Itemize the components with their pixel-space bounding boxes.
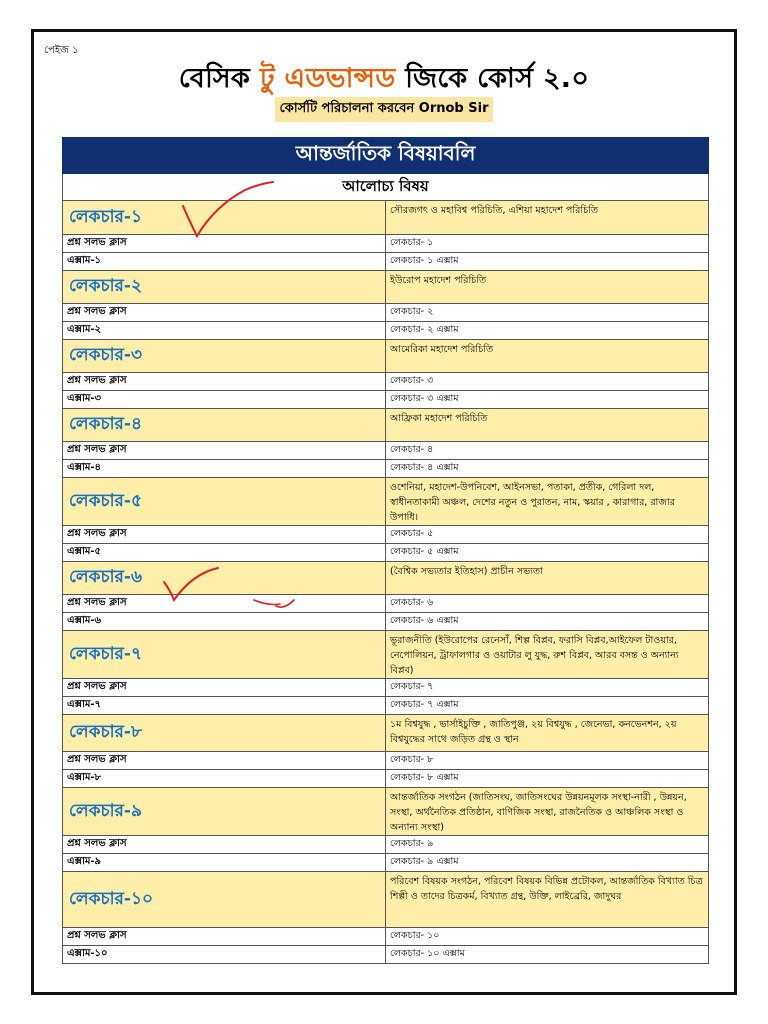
table-row: [63, 253, 709, 271]
row-label: প্রশ্ন সলভ ক্লাস: [63, 235, 386, 253]
row-detail: লেকচার- ৫: [386, 526, 709, 544]
lecture-topic: পরিবেশ বিষয়ক সংগঠন, পরিবেশ বিষয়ক বিভিন্ন প্রটোকল, আন্তর্জাতিক বিখ্যাত চিত্র শিল্পী ও তাদের চিত্রকর্ম, বিখ্যাত গ্রন্থ, উক্তি, লাইব্রেরি, জাদুঘর: [386, 872, 709, 928]
title-part-3: জিকে কোর্স ২.০: [395, 63, 590, 94]
table-subheader-row: [63, 174, 709, 201]
lecture-title: লেকচার-৩: [63, 340, 386, 373]
syllabus-table: [62, 137, 709, 964]
subtitle-wrap: [0, 97, 768, 122]
lecture-title: লেকচার-২: [63, 271, 386, 304]
row-detail: লেকচার- ৩: [386, 373, 709, 391]
table-row: [63, 304, 709, 322]
lecture-topic: ১ম বিশ্বযুদ্ধ , ভার্সাইচুক্তি , জাতিপুঞ্জ, ২য় বিশ্বযুদ্ধ , জেনেভা, কনভেনশন, ২য় বিশ্বযুদ্ধের সাথে জড়িত গ্রন্থ ও স্থান: [386, 715, 709, 752]
row-detail: লেকচার- ৫ এক্সাম: [386, 544, 709, 562]
lecture-row: [63, 872, 709, 928]
lecture-title: লেকচার-৫: [63, 478, 386, 526]
row-detail: লেকচার- ৭: [386, 679, 709, 697]
table-row: [63, 322, 709, 340]
lecture-row: [63, 201, 709, 235]
lecture-title: লেকচার-৯: [63, 788, 386, 836]
row-detail: লেকচার- ১: [386, 235, 709, 253]
row-label: এক্সাম-৯: [63, 854, 386, 872]
row-label: এক্সাম-৪: [63, 460, 386, 478]
table-row: [63, 373, 709, 391]
table-row: [63, 460, 709, 478]
row-detail: লেকচার- ৩ এক্সাম: [386, 391, 709, 409]
row-label: এক্সাম-১: [63, 253, 386, 271]
row-detail: লেকচার- ৬: [386, 595, 709, 613]
row-label: প্রশ্ন সলভ ক্লাস: [63, 304, 386, 322]
lecture-topic: সৌরজগৎ ও মহাবিশ্ব পরিচিতি, এশিয়া মহাদেশ পরিচিতি: [386, 201, 709, 235]
lecture-topic: আফ্রিকা মহাদেশ পরিচিতি: [386, 409, 709, 442]
lecture-row: [63, 715, 709, 752]
lecture-topic: আমেরিকা মহাদেশ পরিচিতি: [386, 340, 709, 373]
row-detail: লেকচার- ১ এক্সাম: [386, 253, 709, 271]
lecture-row: [63, 409, 709, 442]
row-label: এক্সাম-৬: [63, 613, 386, 631]
row-label: এক্সাম-৫: [63, 544, 386, 562]
lecture-row: [63, 271, 709, 304]
row-label: এক্সাম-৩: [63, 391, 386, 409]
row-label: প্রশ্ন সলভ ক্লাস: [63, 928, 386, 946]
row-label: প্রশ্ন সলভ ক্লাস: [63, 679, 386, 697]
lecture-topic: ইউরোপ মহাদেশ পরিচিতি: [386, 271, 709, 304]
lecture-title: লেকচার-১০: [63, 872, 386, 928]
lecture-row: [63, 631, 709, 679]
row-detail: লেকচার- ৭ এক্সাম: [386, 697, 709, 715]
lecture-topic: ওশেনিয়া, মহাদেশ-উপনিবেশ, আইনসভা, পতাকা, প্রতীক, গেরিলা দল, স্বাধীনতাকামী অঞ্চল, দেশের নতুন ও পুরাতন, নাম, স্কয়ার , কারাগার, রাজার উপাধি।: [386, 478, 709, 526]
lecture-title: লেকচার-৭: [63, 631, 386, 679]
table-row: [63, 613, 709, 631]
lecture-topic: আন্তর্জাতিক সংগঠন (জাতিসংঘ, জাতিসংঘের উন্নয়নমূলক সংস্থা-নারী , উন্নয়ন, সংস্থা, অর্থনৈতিক প্রতিষ্ঠান, বাণিজিক সংস্থা, রাজনৈতিক ও আঞ্চলিক সংস্থা ও অন্যান্য সংস্থা): [386, 788, 709, 836]
table-row: [63, 679, 709, 697]
lecture-title: লেকচার-৮: [63, 715, 386, 752]
row-label: এক্সাম-৭: [63, 697, 386, 715]
row-detail: লেকচার- ৪ এক্সাম: [386, 460, 709, 478]
row-detail: লেকচার- ৮: [386, 752, 709, 770]
table-row: [63, 526, 709, 544]
lecture-topic: ভূরাজনীতি (ইউরোপের রেনেসাঁ, শিল্প বিপ্লব, ফরাসি বিপ্লব,আইফেল টাওয়ার, নেপোলিয়ন, ট্রাফালগার ও ওয়াটার লু যুদ্ধ, রুশ বিপ্লব, আরব বসন্ত ও অন্যান্য বিপ্লব): [386, 631, 709, 679]
lecture-row: [63, 788, 709, 836]
lecture-row: [63, 562, 709, 595]
row-label: এক্সাম-১০: [63, 946, 386, 964]
row-label: এক্সাম-৮: [63, 770, 386, 788]
lecture-row: [63, 340, 709, 373]
table-row: [63, 854, 709, 872]
table-row: [63, 391, 709, 409]
lecture-topic: (বৈশ্বিক সভ্যতার ইতিহাস) প্রাচীন সভ্যতা: [386, 562, 709, 595]
table-header-row: [63, 138, 709, 174]
row-label: প্রশ্ন সলভ ক্লাস: [63, 595, 386, 613]
table-row: [63, 946, 709, 964]
table-row: [63, 235, 709, 253]
table-header: আন্তর্জাতিক বিষয়াবলি: [63, 138, 709, 174]
row-detail: লেকচার- ৬ এক্সাম: [386, 613, 709, 631]
row-detail: লেকচার- ২ এক্সাম: [386, 322, 709, 340]
row-detail: লেকচার- ৪: [386, 442, 709, 460]
table-row: [63, 442, 709, 460]
table-row: [63, 836, 709, 854]
title-part-2-highlight: টু এডভান্সড: [259, 63, 396, 94]
row-detail: লেকচার- ১০: [386, 928, 709, 946]
table-row: [63, 928, 709, 946]
row-label: প্রশ্ন সলভ ক্লাস: [63, 442, 386, 460]
table-row: [63, 752, 709, 770]
lecture-title: লেকচার-৬: [63, 562, 386, 595]
table-row: [63, 770, 709, 788]
lecture-title: লেকচার-৪: [63, 409, 386, 442]
row-detail: লেকচার- ৯: [386, 836, 709, 854]
row-label: প্রশ্ন সলভ ক্লাস: [63, 752, 386, 770]
row-detail: লেকচার- ৯ এক্সাম: [386, 854, 709, 872]
title-part-1: বেসিক: [178, 63, 260, 94]
row-detail: লেকচার- ১০ এক্সাম: [386, 946, 709, 964]
row-label: প্রশ্ন সলভ ক্লাস: [63, 526, 386, 544]
table-row: [63, 544, 709, 562]
row-label: প্রশ্ন সলভ ক্লাস: [63, 836, 386, 854]
lecture-row: [63, 478, 709, 526]
syllabus-table-wrap: [62, 137, 709, 964]
row-label: প্রশ্ন সলভ ক্লাস: [63, 373, 386, 391]
row-label: এক্সাম-২: [63, 322, 386, 340]
table-row: [63, 595, 709, 613]
row-detail: লেকচার- ৮ এক্সাম: [386, 770, 709, 788]
page-number-label: পেইজ ১: [44, 45, 79, 56]
table-row: [63, 697, 709, 715]
row-detail: লেকচার- ২: [386, 304, 709, 322]
lecture-title: লেকচার-১: [63, 201, 386, 235]
instructor-subtitle: কোর্সটি পরিচালনা করবেন Ornob Sir: [275, 97, 494, 122]
table-subheader: আলোচ্য বিষয়: [63, 174, 709, 201]
